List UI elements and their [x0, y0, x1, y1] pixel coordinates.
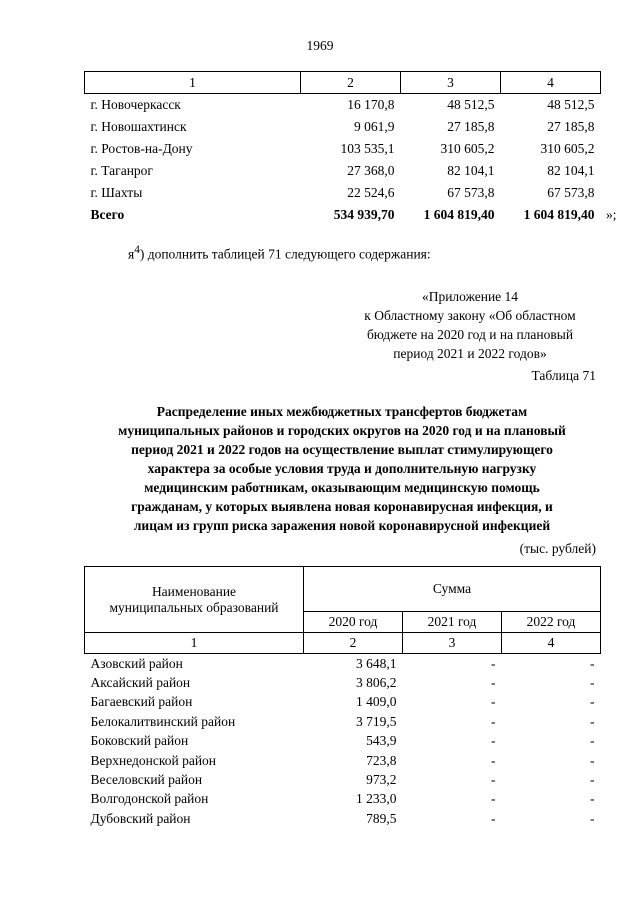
- value-2020: 27 368,0: [347, 163, 395, 178]
- column-number-2: 2: [301, 72, 401, 94]
- table-row: [85, 790, 601, 809]
- appendix-line: период 2021 и 2022 годов»: [393, 346, 547, 361]
- municipal-transfers-table-continuation: [84, 71, 617, 226]
- value-2020: 543,9: [366, 733, 397, 749]
- value-2021: 67 573,8: [447, 185, 495, 200]
- value-2020: 9 061,9: [354, 119, 395, 134]
- total-2022-cell: [501, 204, 617, 226]
- column-number-3: 3: [403, 633, 502, 654]
- column-number-1: 1: [85, 72, 301, 94]
- value-2021: 310 605,2: [440, 141, 495, 156]
- title-line: Распределение иных межбюджетных трансфертов бюджетам: [156, 404, 528, 419]
- table-row: [85, 94, 601, 117]
- column-number-2: 2: [304, 633, 403, 654]
- municipality-name: Верхнедонской район: [90, 752, 217, 768]
- value-2020: 723,8: [366, 752, 397, 768]
- table-row: [85, 732, 601, 751]
- column-number-1: 1: [85, 633, 304, 654]
- municipality-name: г. Новочеркасск: [90, 97, 181, 112]
- municipality-name: Аксайский район: [90, 675, 191, 691]
- table-row: [85, 770, 601, 789]
- value-2020: 3 719,5: [356, 713, 397, 729]
- column-number-4: 4: [502, 633, 601, 654]
- title-line: характера за особые условия труда и дополнительную нагрузку: [147, 461, 537, 476]
- title-line: муниципальных районов и городских округов на 2020 год и на плановый: [118, 423, 566, 438]
- value-2022: 82 104,1: [547, 163, 595, 178]
- value-2020: 16 170,8: [347, 97, 395, 112]
- column-number-3: 3: [401, 72, 501, 94]
- year-2021-header: 2021 год: [403, 612, 502, 633]
- value-2022: -: [590, 733, 595, 749]
- value-2021: -: [491, 752, 496, 768]
- column-header-line: Наименование: [151, 583, 237, 599]
- table-row: [85, 712, 601, 731]
- municipality-name: Волгодонской район: [90, 791, 209, 807]
- value-2020: 3 648,1: [356, 655, 397, 671]
- total-label: Всего: [90, 207, 125, 222]
- amendment-text: ) дополнить таблицей 71 следующего содержания:: [139, 246, 431, 262]
- value-2021: 82 104,1: [447, 163, 495, 178]
- table-row: [85, 809, 601, 828]
- table-row: [85, 160, 601, 182]
- units-label: (тыс. рублей): [519, 541, 596, 556]
- municipality-name: Веселовский район: [90, 772, 203, 788]
- total-2022: 1 604 819,40: [523, 207, 595, 222]
- column-number-header: [85, 72, 601, 94]
- sum-column-header: Сумма: [304, 567, 601, 612]
- value-2020: 3 806,2: [356, 675, 397, 691]
- page-number: 1969: [306, 38, 334, 53]
- municipality-name: Боковский район: [90, 733, 189, 749]
- title-line: гражданам, у которых выявлена новая коронавирусная инфекция, и: [131, 499, 553, 514]
- year-2020-header: 2020 год: [304, 612, 403, 633]
- municipality-column-header: [85, 567, 304, 633]
- value-2022: -: [590, 791, 595, 807]
- value-2021: -: [491, 694, 496, 710]
- column-header-line: муниципальных образований: [109, 599, 279, 615]
- table-row: [85, 182, 601, 204]
- value-2022: 48 512,5: [547, 97, 595, 112]
- value-2021: -: [491, 713, 496, 729]
- amendment-paragraph: [128, 244, 431, 263]
- municipality-name: г. Ростов-на-Дону: [90, 141, 193, 156]
- total-row: [85, 204, 601, 226]
- municipality-name: Азовский район: [90, 655, 183, 671]
- table-row: [85, 751, 601, 770]
- appendix-line: бюджете на 2020 год и на плановый: [366, 327, 574, 342]
- total-2021: 1 604 819,40: [423, 207, 495, 222]
- title-line: медицинским работникам, оказывающим медицинскую помощь: [144, 480, 540, 495]
- amendment-superscript: 4: [134, 244, 140, 256]
- value-2022: 310 605,2: [540, 141, 595, 156]
- column-number-header: [85, 633, 601, 654]
- value-2022: 27 185,8: [547, 119, 595, 134]
- appendix-heading: [340, 287, 600, 363]
- title-line: лицам из групп риска заражения новой коронавирусной инфекцией: [133, 518, 551, 533]
- amendment-letter: я: [128, 246, 135, 262]
- municipality-name: Дубовский район: [90, 810, 191, 826]
- value-2020: 973,2: [366, 772, 397, 788]
- table-row: [85, 654, 601, 674]
- municipality-name: Багаевский район: [90, 694, 193, 710]
- closing-quote: »;: [605, 207, 617, 222]
- value-2022: 67 573,8: [547, 185, 595, 200]
- value-2022: -: [590, 713, 595, 729]
- title-line: период 2021 и 2022 годов на осуществление выплат стимулирующего: [131, 442, 553, 457]
- municipality-name: г. Шахты: [90, 185, 143, 200]
- appendix-line: к Областному закону «Об областном: [364, 308, 576, 323]
- value-2022: -: [590, 752, 595, 768]
- municipality-name: г. Новошахтинск: [90, 119, 187, 134]
- appendix-line: «Приложение 14: [421, 289, 519, 304]
- table-row: [85, 673, 601, 692]
- value-2021: -: [491, 772, 496, 788]
- year-2022-header: 2022 год: [502, 612, 601, 633]
- value-2020: 789,5: [366, 810, 397, 826]
- value-2021: -: [491, 655, 496, 671]
- table-row: [85, 138, 601, 160]
- value-2022: -: [590, 655, 595, 671]
- value-2020: 103 535,1: [340, 141, 395, 156]
- value-2021: 27 185,8: [447, 119, 495, 134]
- value-2021: -: [491, 675, 496, 691]
- value-2022: -: [590, 694, 595, 710]
- value-2021: -: [491, 810, 496, 826]
- column-number-4: 4: [501, 72, 601, 94]
- transfers-distribution-table: [84, 566, 601, 829]
- value-2020: 1 233,0: [356, 791, 397, 807]
- table-header-row: [85, 567, 601, 612]
- total-2020: 534 939,70: [333, 207, 395, 222]
- table-row: [85, 693, 601, 712]
- value-2021: 48 512,5: [447, 97, 495, 112]
- table-row: [85, 116, 601, 138]
- value-2022: -: [590, 810, 595, 826]
- table-label: Таблица 71: [531, 368, 596, 383]
- value-2021: -: [491, 733, 496, 749]
- value-2020: 1 409,0: [356, 694, 397, 710]
- value-2021: -: [491, 791, 496, 807]
- value-2022: -: [590, 772, 595, 788]
- value-2022: -: [590, 675, 595, 691]
- municipality-name: Белокалитвинский район: [90, 713, 236, 729]
- value-2020: 22 524,6: [347, 185, 395, 200]
- municipality-name: г. Таганрог: [90, 163, 153, 178]
- table-title: [84, 402, 600, 535]
